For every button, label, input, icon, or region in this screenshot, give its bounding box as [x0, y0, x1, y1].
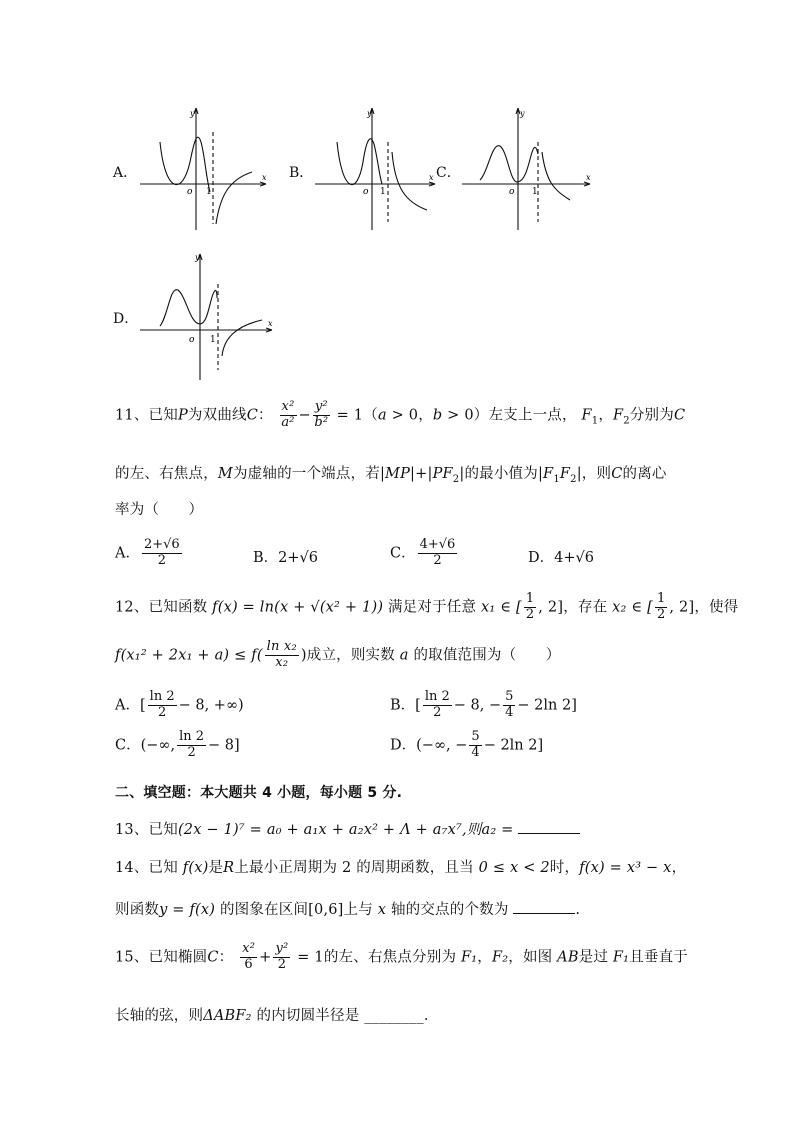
graph-c-label: C．	[436, 165, 461, 181]
q11-line2-a: 的左、右焦点，	[115, 466, 218, 482]
q12-interval2-end: , 2]	[669, 599, 695, 616]
q11-opt-a-den: 2	[157, 552, 166, 568]
q12-opt-b-label: B．	[390, 697, 416, 714]
q12-line1-b: 满足对于任意	[387, 599, 477, 616]
q14-line2-c: 上与	[343, 902, 373, 918]
q12-expr: f(x₁² + 2x₁ + a) ≤ f(	[115, 647, 263, 664]
q11-opt-c-num: 4+√6	[419, 537, 456, 552]
q11-m: M	[217, 466, 233, 482]
q12-opt-b-post: − 2ln 2]	[517, 697, 577, 714]
q12-opt-c-den: 2	[187, 744, 196, 760]
q12-frac1-num: 1	[525, 591, 535, 606]
graph-b-one: 1	[380, 187, 386, 197]
q15-eq: = 1	[297, 949, 324, 966]
q11-expr4: F	[559, 466, 571, 482]
graph-b-origin: o	[363, 187, 369, 197]
q13-text: 13、已知	[115, 822, 178, 838]
q11-opt-c-frac	[418, 538, 458, 569]
q15-line1-a: 15、已知椭圆	[115, 949, 208, 966]
q15-line2-end: .	[423, 1008, 429, 1024]
q12-opt-c-pre: (−∞,	[140, 737, 176, 754]
q14-line2-b: 的图象在区间	[219, 902, 309, 918]
q15-frac2	[273, 942, 290, 973]
graph-c	[462, 102, 597, 232]
q15-line1	[115, 942, 688, 973]
q12-frac1	[524, 592, 536, 623]
q12-opt-d-num: 5	[471, 729, 480, 744]
q15-line1-d: 是过	[578, 949, 609, 966]
q12-opt-a-num: ln 2	[149, 689, 175, 704]
q12-line2-end: 的取值范围为（ ）	[413, 647, 561, 664]
q11-option-a[interactable]	[115, 538, 184, 569]
graph-c-x: x	[586, 173, 591, 182]
q14-yfx: y = f(x)	[159, 902, 216, 918]
graph-d-one: 1	[210, 335, 216, 345]
q15-f1b: F₁	[612, 949, 630, 966]
q15-comma: ，	[477, 949, 492, 966]
graph-a-y: y	[190, 109, 195, 118]
q11-expr2: |	[459, 466, 465, 482]
q11-eq: = 1（	[336, 407, 378, 424]
q12-opt-c-post: − 8]	[208, 737, 240, 754]
graph-c-origin: o	[509, 187, 515, 197]
q11-line2-e: 的离心	[622, 466, 667, 482]
graph-d-origin: o	[189, 335, 195, 345]
graph-c-y: y	[520, 109, 525, 118]
q11-frac-x: $\frac{\text{x²}}{\text{a²}}$	[281, 399, 295, 430]
q11-text1: 为双曲线	[187, 407, 247, 424]
q12-opt-b-den: 2	[433, 704, 442, 720]
q14-x: x	[377, 902, 387, 918]
q14-line1-a: 14、已知	[115, 860, 178, 876]
graph-d	[140, 248, 280, 383]
q12-option-b[interactable]	[390, 690, 577, 721]
q14-line1-e: ，	[671, 860, 687, 876]
q14-f: f(x)	[182, 860, 209, 876]
q11-number: 11、已知	[115, 407, 178, 424]
q14-line1-b: 是	[208, 860, 224, 876]
q11-line1: 11、已知P为双曲线C： $\frac{\text{x²}}{\text{a²}}$ − $\frac{\text{y²}}{\text{b²}}$ = 1（a > 0，b > 0）左支上一点， $F_1$，$F_2$分别为C	[115, 399, 686, 430]
q12-opt-d-den: 4	[471, 744, 480, 760]
q11-expr: |MP|+|PF	[379, 466, 453, 482]
graph-a-origin: o	[187, 187, 193, 197]
q12-opt-c-num: ln 2	[179, 729, 205, 744]
q12-opt-d-frac	[469, 730, 481, 761]
q11-option-c[interactable]	[390, 538, 459, 569]
q12-opt-d-pre: (−∞, −	[416, 737, 468, 754]
q11-opt-c-den: 2	[433, 552, 442, 568]
graph-a	[140, 102, 275, 232]
q15-frac2-den: 2	[277, 956, 287, 972]
q11-a: a	[377, 407, 387, 424]
q12-interval1-end: , 2]	[538, 599, 564, 616]
q12-x1: x₁ ∈ [	[481, 599, 522, 616]
q12-line2-text: 成立，则实数	[306, 647, 395, 664]
q12-func: f(x) = ln(x + √(x² + 1))	[212, 599, 384, 616]
q11-opt-a-num: 2+√6	[143, 537, 180, 552]
q14-interval: [0,6]	[308, 902, 344, 918]
q11-a-rest: > 0，	[386, 407, 433, 424]
q12-line1	[115, 592, 738, 623]
q14-line2-end: .	[575, 902, 581, 918]
q12-line2	[115, 640, 560, 671]
q12-option-a[interactable]	[115, 690, 244, 721]
graph-d-label: D．	[113, 311, 139, 327]
q15-frac2-num: y²	[275, 941, 289, 956]
q15-line1-e: 且垂直于	[629, 949, 689, 966]
q12-option-c[interactable]	[115, 730, 240, 761]
q12-opt-a-den: 2	[157, 704, 167, 720]
q14-line1-d: 时，	[549, 860, 580, 876]
q13-expr: (2x − 1)⁷ = a₀ + a₁x + a₂x² + Λ + a₇x⁷,则a₂ =	[177, 822, 514, 838]
q15-line2-a: 长轴的弦，则	[115, 1008, 204, 1024]
q12-opt-c-frac	[177, 730, 206, 761]
q12-opt-a-frac	[148, 690, 177, 721]
q15-plus: +	[259, 949, 272, 966]
graph-c-one: 1	[532, 187, 538, 197]
q12-line1-a: 12、已知函数	[115, 599, 208, 616]
q11-p: P	[177, 407, 188, 424]
q12-line2-frac	[265, 640, 299, 671]
q12-opt-b-den2: 4	[505, 704, 514, 720]
q13-answer-blank[interactable]	[518, 821, 580, 834]
q11-colon: ：	[258, 407, 273, 424]
q12-a: a	[399, 647, 409, 664]
q12-line1-d: ，使得	[694, 599, 739, 616]
q11-c: C	[246, 407, 259, 424]
q14-line1-c: 上最小正周期为 2 的周期函数，且当	[234, 860, 474, 876]
q11-expr5: |	[576, 466, 582, 482]
q15-line2	[115, 1004, 429, 1025]
q12-line1-c: ，存在	[563, 599, 608, 616]
q11-f2: F	[613, 407, 624, 424]
q15-f2: F₂	[491, 949, 509, 966]
graph-b-x: x	[429, 173, 434, 182]
q15-line1-c: ，如图	[508, 949, 553, 966]
q11-option-d[interactable]: D．4+√6	[528, 550, 594, 566]
q13-line	[115, 818, 580, 839]
q12-opt-b-num2: 5	[505, 689, 514, 704]
q14-r: R	[223, 860, 235, 876]
q15-ab: AB	[557, 949, 579, 966]
q12-frac1-den: 2	[525, 606, 535, 622]
q12-frac2-den: 2	[656, 606, 666, 622]
graph-b	[315, 102, 445, 232]
q12-opt-b-mid: − 8, −	[453, 697, 502, 714]
q15-f1: F₁	[460, 949, 478, 966]
q15-tri: ΔABF₂	[203, 1008, 252, 1024]
q14-answer-blank[interactable]	[513, 901, 575, 914]
graph-a-label: A．	[113, 165, 138, 181]
graph-a-one: 1	[206, 187, 212, 197]
q12-opt-d-label: D．	[390, 737, 417, 754]
q12-line2-frac-den: x₂	[275, 654, 289, 670]
q11-line2: 的左、右焦点，M为虚轴的一个端点，若$|MP|+|PF_2|$的最小值为$|F_1F_2|$，则C的离心	[115, 466, 667, 485]
q15-frac1-num: x²	[242, 941, 256, 956]
q15-frac1	[240, 942, 257, 973]
q11-text2: 分别为	[629, 407, 674, 424]
q15-c: C	[207, 949, 219, 966]
graph-d-x: x	[268, 319, 273, 328]
section-heading: 二、填空题：本大题共 4 小题，每小题 5 分.	[115, 785, 403, 801]
q11-opt-a-frac	[142, 538, 182, 569]
q11-b: b	[432, 407, 443, 424]
q12-opt-b-num: ln 2	[424, 689, 450, 704]
q12-line2-frac-num: ln x₂	[266, 639, 297, 654]
q11-line3: 率为（ ）	[115, 502, 204, 518]
q12-option-d[interactable]	[390, 730, 543, 761]
q14-line1	[115, 856, 686, 877]
q11-b-rest: > 0）左支上一点，	[442, 407, 577, 424]
q12-opt-b-frac2	[503, 690, 515, 721]
q11-f1: F	[581, 407, 592, 424]
q12-opt-a-post: − 8, +∞)	[178, 697, 244, 714]
q15-line1-b: 的左、右焦点分别为	[323, 949, 457, 966]
q14-def: f(x) = x³ − x	[579, 860, 672, 876]
q12-opt-a-label: A．	[115, 697, 140, 714]
q12-opt-b-pre: [	[415, 697, 421, 714]
q11-line2-d: ，则	[581, 466, 612, 482]
q11-opt-c-label: C．	[390, 545, 416, 562]
q11-expr3: |F	[537, 466, 554, 482]
q14-line2	[115, 898, 580, 919]
q11-option-b[interactable]: B．2+√6	[253, 550, 318, 566]
graph-b-label: B．	[289, 165, 314, 181]
q14-line2-a: 则函数	[115, 902, 160, 918]
q15-frac1-den: 6	[244, 956, 253, 972]
q12-opt-a-pre: [	[139, 697, 146, 714]
q12-frac2-num: 1	[656, 591, 666, 606]
q12-x2: x₂ ∈ [	[612, 599, 653, 616]
q14-line2-d: 轴的交点的个数为	[390, 902, 509, 918]
q11-frac-y: $\frac{\text{y²}}{\text{b²}}$	[314, 399, 329, 430]
q12-opt-b-frac	[423, 690, 452, 721]
q14-cond: 0 ≤ x < 2	[478, 860, 550, 876]
q15-line2-b: 的内切圆半径是	[256, 1008, 360, 1024]
q11-line2-b: 为虚轴的一个端点，若	[232, 466, 380, 482]
graph-a-x: x	[262, 173, 267, 182]
q11-line2-c: 的最小值为	[464, 466, 538, 482]
graph-b-y: y	[367, 109, 372, 118]
q12-opt-c-label: C．	[115, 737, 141, 754]
graph-d-y: y	[195, 253, 200, 262]
q12-opt-d-post: − 2ln 2]	[483, 737, 544, 754]
q15-answer-blank[interactable]: ________	[364, 1008, 424, 1024]
q12-close: )	[300, 647, 307, 664]
q12-frac2	[655, 592, 667, 623]
q15-colon: ：	[218, 949, 234, 966]
q11-opt-a-label: A．	[115, 545, 140, 562]
